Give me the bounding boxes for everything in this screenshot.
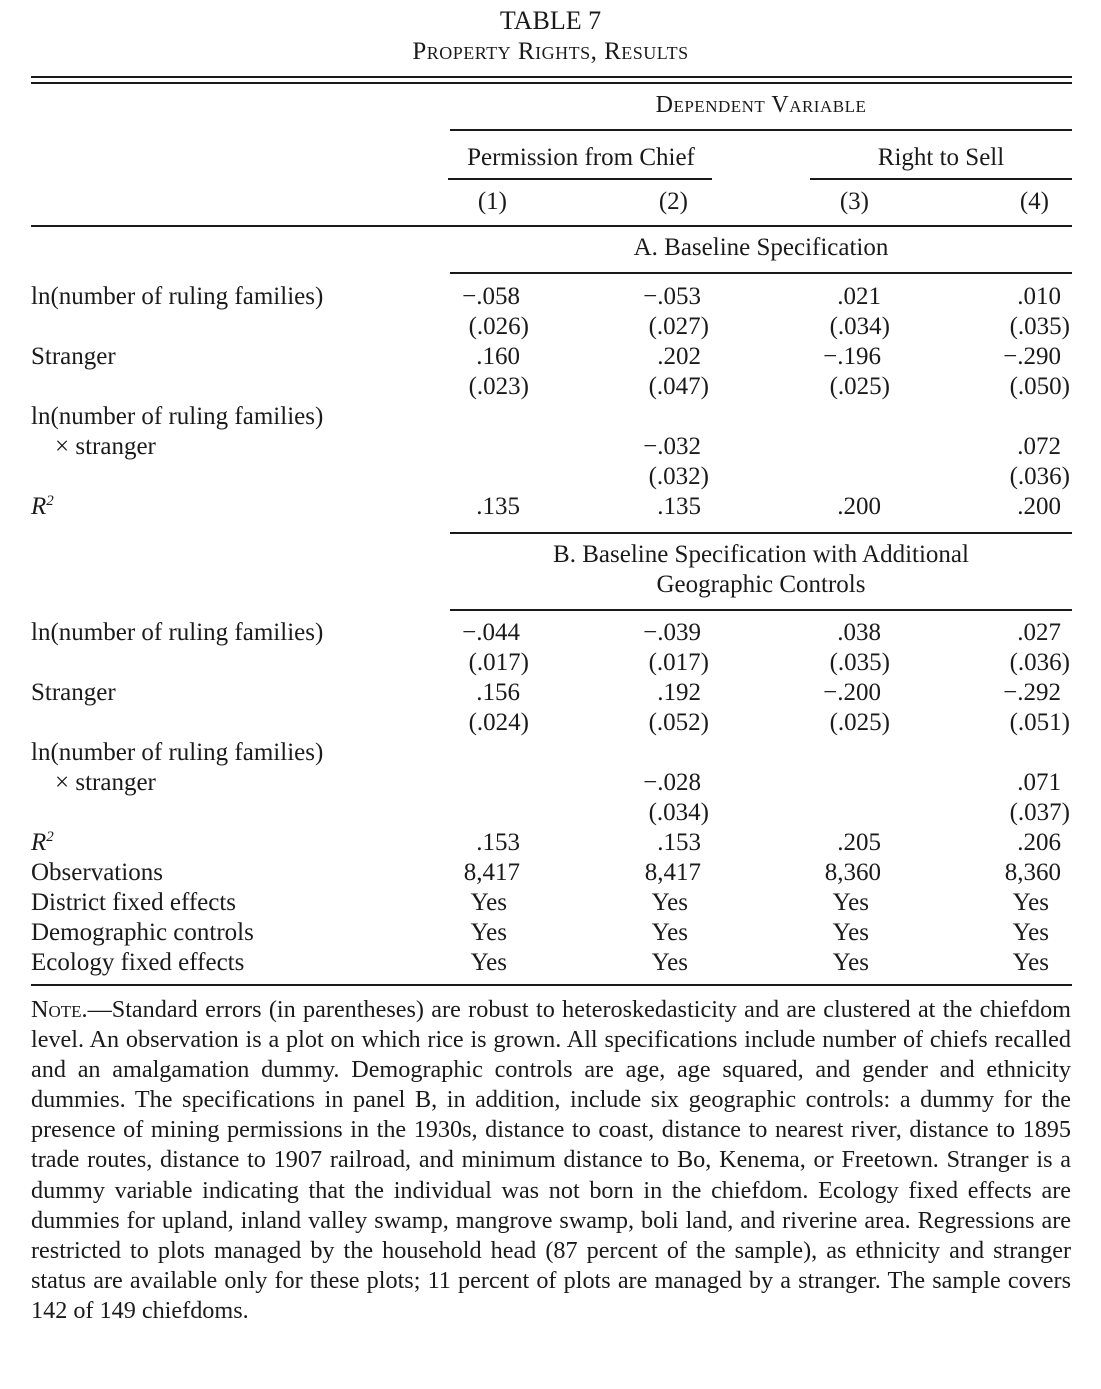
table-cell: .202 — [657, 343, 701, 370]
table-cell: .071 — [1017, 769, 1061, 796]
table-cell: Yes — [1012, 949, 1049, 976]
panel-b-rule — [450, 609, 1072, 611]
table-cell: −.044 — [462, 619, 520, 646]
panel-b-title: B. Baseline Specification with Additional — [553, 541, 969, 568]
table-cell: −.053 — [643, 283, 701, 310]
table-cell: −.039 — [643, 619, 701, 646]
panel-b-row-label-continued: × stranger — [55, 769, 156, 796]
panel-a-row-label-continued: × stranger — [55, 433, 156, 460]
observations-label: Observations — [31, 859, 163, 886]
column-header-3: (3) — [839, 188, 869, 215]
table-cell: .135 — [657, 493, 701, 520]
table-cell: Yes — [470, 949, 507, 976]
table-cell: .200 — [1017, 493, 1061, 520]
column-header-2: (2) — [658, 188, 688, 215]
table-cell: Yes — [470, 889, 507, 916]
table-cell: .010 — [1017, 283, 1061, 310]
table-cell: −.196 — [823, 343, 881, 370]
note-text: —Standard errors (in parentheses) are robust to heteroskedasticity and are clustered at the chiefdom level. An observation is a plot on which rice is grown. All specifications include number of chiefs recalled and an amalgamation dummy. Demographic controls are age, age squared, and gender and ethnicity dummies. The specifications in panel B, in addition, include six geographic controls: a dummy for the presence of mining permissions in the 1930s, distance to coast, distance to nearest river, distance to 1895 trade routes, distance to 1907 railroad, and minimum distance to Bo, Kenema, or Freetown. Stranger is a dummy variable indicating that the individual was not born in the chiefdom. Ecology fixed effects are dummies for upland, inland valley swamp, mangrove swamp, boli land, and riverine area. Regressions are restricted to plots managed by the household head (87 percent of the sample), as ethnicity and stranger status are available only for these plots; 11 percent of plots are managed by a stranger. The sample covers 142 of 149 chiefdoms. — [31, 996, 1071, 1324]
table-cell: .153 — [657, 829, 701, 856]
standard-error: (.023) — [468, 373, 529, 400]
table-cell: .072 — [1017, 433, 1061, 460]
table-cell: −.028 — [643, 769, 701, 796]
table-cell: Yes — [832, 919, 869, 946]
bottom-rule — [31, 984, 1072, 986]
panel-a-row-label: ln(number of ruling families) — [31, 283, 324, 310]
table-cell: .160 — [476, 343, 520, 370]
column-header-1: (1) — [477, 188, 507, 215]
standard-error: (.034) — [648, 799, 709, 826]
group-header-permission: Permission from Chief — [467, 144, 695, 171]
top-rule-2 — [31, 82, 1072, 84]
standard-error: (.027) — [648, 313, 709, 340]
standard-error: (.025) — [829, 373, 890, 400]
dependent-variable-rule — [450, 129, 1072, 131]
table-cell: Yes — [1012, 889, 1049, 916]
r-squared-label: $R^2$ — [31, 829, 54, 856]
standard-error: (.035) — [829, 649, 890, 676]
table-cell: Yes — [1012, 919, 1049, 946]
panel-b-row-label: ln(number of ruling families) — [31, 739, 324, 766]
header-rule — [31, 225, 1072, 227]
table-cell: .156 — [476, 679, 520, 706]
note-lead: Note. — [31, 996, 88, 1023]
standard-error: (.032) — [648, 463, 709, 490]
table-cell: .135 — [476, 493, 520, 520]
standard-error: (.034) — [829, 313, 890, 340]
top-rule-1 — [31, 76, 1072, 78]
table-cell: 8,360 — [824, 859, 881, 886]
standard-error: (.024) — [468, 709, 529, 736]
standard-error: (.036) — [1009, 649, 1070, 676]
standard-error: (.051) — [1009, 709, 1070, 736]
standard-error: (.036) — [1009, 463, 1070, 490]
group-rule-permission — [448, 178, 712, 180]
table-cell: −.292 — [1003, 679, 1061, 706]
column-header-4: (4) — [1019, 188, 1049, 215]
table-cell: .153 — [476, 829, 520, 856]
standard-error: (.035) — [1009, 313, 1070, 340]
table-cell: Yes — [832, 949, 869, 976]
table-cell: Yes — [470, 919, 507, 946]
ecology-fe-label: Ecology fixed effects — [31, 949, 245, 976]
dependent-variable-header: Dependent Variable — [655, 92, 867, 118]
table-cell: .038 — [837, 619, 881, 646]
panel-b-title-line2: Geographic Controls — [656, 571, 866, 598]
panel-a-row-label: ln(number of ruling families) — [31, 403, 324, 430]
standard-error: (.050) — [1009, 373, 1070, 400]
group-rule-right-to-sell — [810, 178, 1072, 180]
standard-error: (.025) — [829, 709, 890, 736]
table-note — [31, 995, 1071, 1326]
standard-error: (.017) — [648, 649, 709, 676]
table-cell: 8,417 — [463, 859, 520, 886]
panel-a-row-label: Stranger — [31, 343, 116, 370]
standard-error: (.047) — [648, 373, 709, 400]
table-cell: .205 — [837, 829, 881, 856]
table-cell: −.290 — [1003, 343, 1061, 370]
standard-error: (.052) — [648, 709, 709, 736]
table-cell: Yes — [832, 889, 869, 916]
table-cell: −.032 — [643, 433, 701, 460]
table-cell: −.200 — [823, 679, 881, 706]
table-number: TABLE 7 — [499, 6, 602, 35]
table-cell: Yes — [651, 949, 688, 976]
standard-error: (.026) — [468, 313, 529, 340]
group-header-right-to-sell: Right to Sell — [877, 144, 1005, 171]
standard-error: (.017) — [468, 649, 529, 676]
panel-a-title: A. Baseline Specification — [633, 234, 889, 261]
panel-a-rule — [450, 272, 1072, 274]
table-cell: 8,360 — [1004, 859, 1061, 886]
table-title: Property Rights, Results — [412, 38, 689, 65]
panel-b-row-label: ln(number of ruling families) — [31, 619, 324, 646]
table-cell: .200 — [837, 493, 881, 520]
table-cell: .206 — [1017, 829, 1061, 856]
district-fe-label: District fixed effects — [31, 889, 237, 916]
table-cell: .021 — [837, 283, 881, 310]
standard-error: (.037) — [1009, 799, 1070, 826]
table-cell: .192 — [657, 679, 701, 706]
table-cell: 8,417 — [644, 859, 701, 886]
demographic-controls-label: Demographic controls — [31, 919, 254, 946]
panel-b-row-label: Stranger — [31, 679, 116, 706]
table-cell: .027 — [1017, 619, 1061, 646]
table-cell: Yes — [651, 889, 688, 916]
panel-a-end-rule — [450, 532, 1072, 534]
table-cell: −.058 — [462, 283, 520, 310]
table-cell: Yes — [651, 919, 688, 946]
r-squared-label: $R^2$ — [31, 493, 54, 520]
